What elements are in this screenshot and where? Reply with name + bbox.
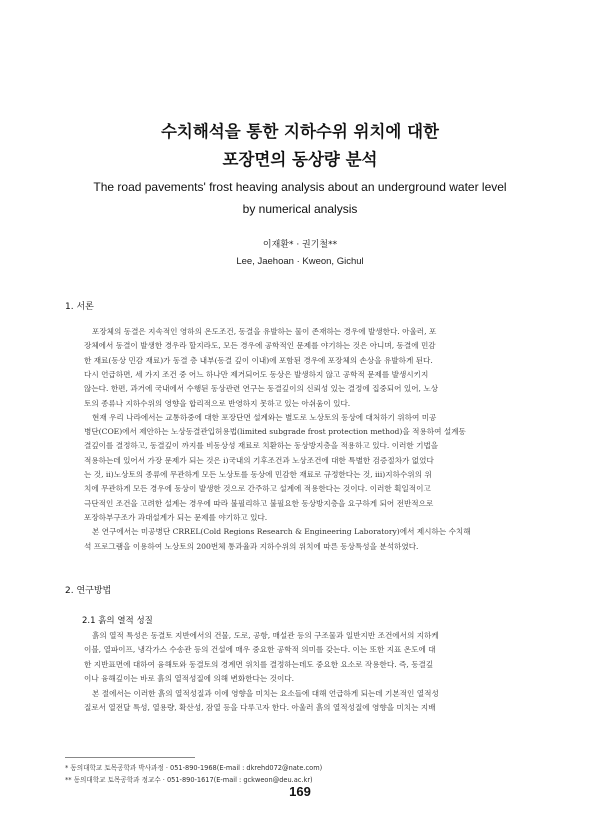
section-1-heading: 1. 서론 [65,302,94,312]
korean-title-line-1: 수치해석을 통한 지하수위 위치에 대한 [160,122,439,141]
section1-line: 적용하는데 있어서 가장 문제가 되는 것은 ⅰ)국내의 기후조건과 노상조건에 대한 특별한 검증절차가 없었다 [84,455,434,465]
section-2-1-heading: 2.1 흙의 열적 성질 [82,616,153,626]
footnote-author-1: * 동의대학교 토목공학과 박사과정 · 051-890-1968(E-mail : dkrehd072@nate.com) [65,764,323,772]
section1-line: 않는다. 한편, 과거에 국내에서 수행된 동상관련 연구는 동결깊이의 신뢰성 있는 결정에 집중되어 있어, 노상 [84,384,439,394]
section1-line: 토의 종류나 지하수위의 영향을 합리적으로 반영하지 못하고 있는 아쉬움이 있다. [84,398,351,408]
section1-line: 석 프로그램을 이용하여 노상토의 200번체 통과율과 지하수위의 위치에 따른 동상특성을 분석하였다. [84,541,419,551]
english-title-line-1: The road pavements' frost heaving analysis about an underground water level [93,180,507,194]
section1-line: 본 연구에서는 미공병단 CRREL(Cold Regions Research & Engineering Laboratory)에서 제시하는 수치해 [92,527,471,537]
section1-line: 다시 언급하면, 세 가지 조건 중 어느 하나만 제거되어도 동상은 발생하지 않고 공학적 문제를 발생시키지 [84,369,429,379]
section1-line: 포장체의 동결은 지속적인 영하의 온도조건, 동결을 유발하는 물이 존재하는 경우에 발생한다. 아울러, 포 [92,327,437,336]
authors-korean: 이재환* · 권기철** [262,240,338,250]
footnote-author-2: ** 동의대학교 토목공학과 정교수 · 051-890-1617(E-mail : gckweon@deu.ac.kr) [65,776,313,784]
section-2-heading: 2. 연구방법 [65,586,112,596]
section2-line: 질로서 열전달 특성, 열용량, 확산성, 잠열 등을 다루고자 한다. 아울러 흙의 열적성질에 영향을 미치는 지배 [84,703,436,712]
section2-line: 이블, 열파이프, 냉각가스 수송관 등의 건설에 매우 중요한 공학적 의미를 갖는다. 이는 또한 지표 온도에 대 [84,645,436,655]
section1-line: 장체에서 동결이 발생한 경우라 할지라도, 모든 경우에 공학적인 문제를 야기하는 것은 아니며, 동결에 민감 [84,341,436,351]
section1-line: 한 재료(동상 민감 재료)가 동결 층 내부(동결 깊이 이내)에 포함된 경우에 포장체의 손상을 유발하게 된다. [84,355,433,365]
korean-title-line-2: 포장면의 동상량 분석 [222,150,378,169]
section2-line: 본 절에서는 이러한 흙의 열적성질과 이에 영향을 미치는 요소들에 대해 언급하게 되는데 기본적인 열적성 [92,688,439,698]
section2-line: 흙의 열적 특성은 동결토 지반에서의 건물, 도로, 공항, 매설관 등의 구조물과 일반지반 조건에서의 지하케 [92,631,439,640]
section2-line: 이나 융해깊이는 바로 흙의 열적성질에 의해 변화한다는 것이다. [84,674,295,684]
footnote-rule [65,757,195,758]
section1-line: 치에 무관하게 모든 경우에 동상이 발생한 것으로 간주하고 설계에 적용한다는 것이다. 이러한 획일적이고 [84,484,431,494]
section1-line: 포장하부구조가 과대설계가 되는 문제를 야기하고 있다. [84,512,268,522]
section1-line: 병단(COE)에서 제안하는 노상동결관입허용법(limited subgrade frost protection method)을 적용하여 설계동 [84,427,466,437]
section1-line: 는 것, ⅱ)노상토의 종류에 무관하게 모든 노상토를 동상에 민감한 재료로 규정한다는 것, ⅲ)지하수위의 위 [84,470,432,479]
section1-line: 극단적인 조건을 고려한 설계는 경우에 따라 불필리하고 불필요한 동상방지층을 요구하게 되어 전반적으로 [84,498,434,508]
page-number: 169 [289,784,311,799]
authors-english: Lee, Jaehoan · Kweon, Gichul [236,256,364,267]
section2-line: 한 지반표면에 대하여 융해토와 동결토의 경계면 위치를 결정하는데도 중요한 요소로 작용한다. 즉, 동결깊 [84,659,434,669]
english-title-line-2: by numerical analysis [242,202,358,216]
section1-line: 결깊이를 결정하고, 동결깊이 까지를 비동상성 재료로 치환하는 동상방지층을 적용하고 있다. 이러한 기법을 [84,441,439,451]
section1-line: 현재 우리 나라에서는 교통하중에 대한 포장단면 설계와는 별도로 노상토의 동상에 대처하기 위하여 미공 [92,412,437,422]
